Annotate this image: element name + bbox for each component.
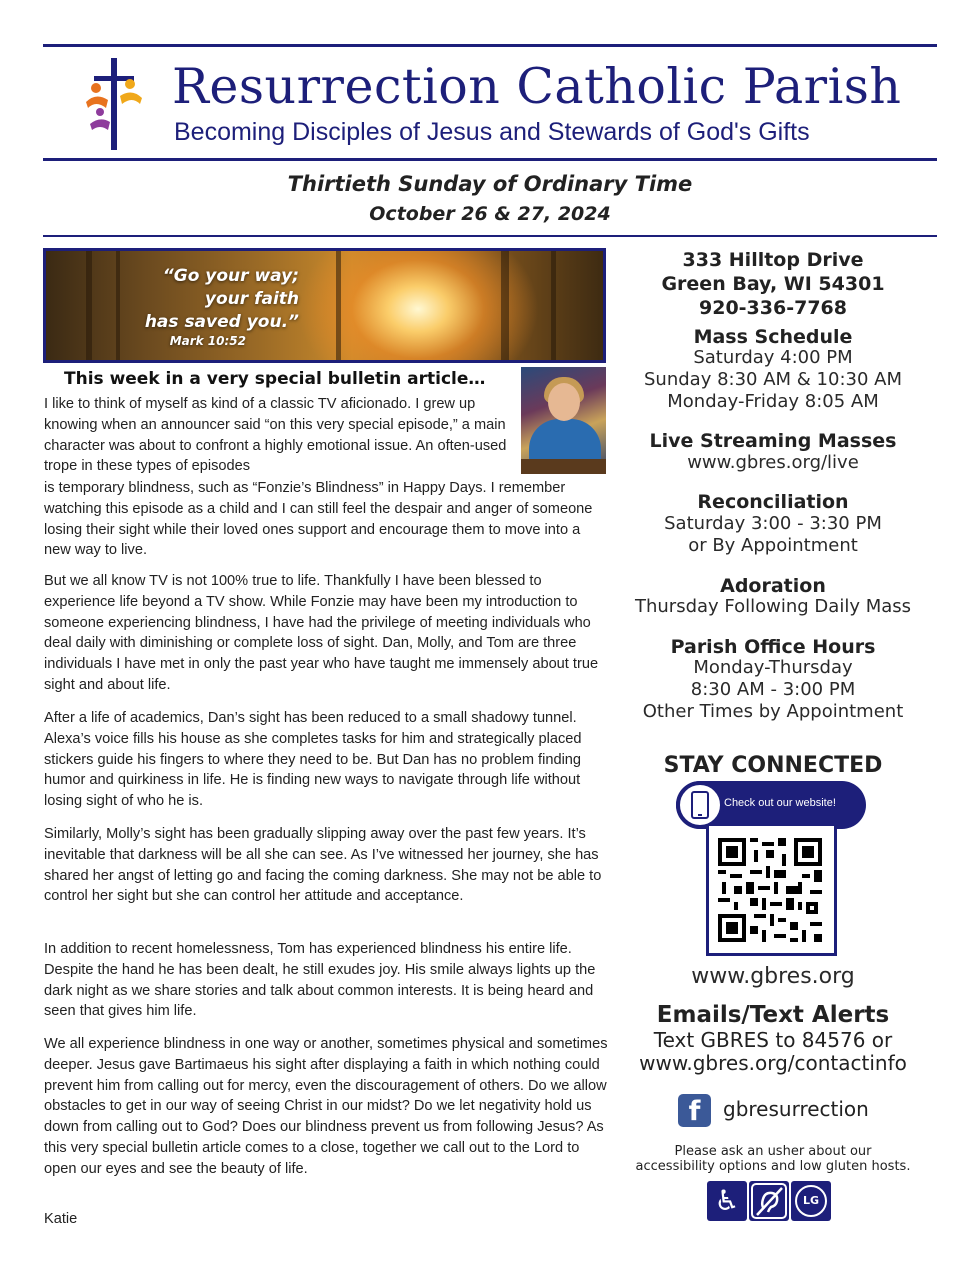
adoration-time: Thursday Following Daily Mass — [634, 596, 912, 617]
banner-quote-line: your faith — [204, 289, 299, 309]
office-hours-heading: Parish Office Hours — [670, 636, 876, 658]
ear-glyph — [749, 1181, 789, 1221]
phone-number[interactable]: 920-336-7768 — [699, 297, 847, 319]
header-top-rule — [43, 44, 937, 47]
mass-schedule-heading: Mass Schedule — [693, 326, 853, 348]
article-paragraph: Similarly, Molly’s sight has been gradually slipping away over the past few years. It’s inevitable that darkness will be all she can see. As I’ve witnessed her journey, she has shared her angst of letting go and facing the coming darkness. She may not be able to control her sight but she can control her attitude and acceptance. — [44, 826, 602, 905]
article-paragraph: After a life of academics, Dan’s sight has been reduced to a small shadowy tunnel. Alexa’s voice fills his house as she completes tasks for him and strategically placed stickers guide his fingers to where they need to be. But Dan has no problem finding humor and quirkiness in life. He is finding new ways to navigate through life without losing sight of who he is. — [44, 710, 582, 810]
mass-time: Monday-Friday 8:05 AM — [667, 391, 879, 412]
reconciliation-appointment: or By Appointment — [688, 535, 858, 556]
parish-tagline: Becoming Disciples of Jesus and Stewards of God's Gifts — [174, 118, 810, 146]
office-other: Other Times by Appointment — [642, 701, 904, 722]
author-photo — [521, 367, 606, 474]
live-streaming-link[interactable]: www.gbres.org/live — [687, 452, 859, 473]
parish-name: Resurrection Catholic Parish — [172, 58, 902, 115]
mass-time: Saturday 4:00 PM — [693, 347, 853, 368]
article-paragraph: In addition to recent homelessness, Tom has experienced blindness his entire life. Despite the hand he has been dealt, he still exudes joy. His smile always lights up the dark night as we share stories and talk about common interests. It is being heard and seen that gives him life. — [44, 941, 596, 1020]
banner-quote-line: “Go your way; — [162, 266, 299, 286]
office-days: Monday-Thursday — [693, 657, 853, 678]
stay-connected-heading: STAY CONNECTED — [663, 753, 883, 778]
article-paragraph: is temporary blindness, such as “Fonzie’s Blindness” in Happy Days. I remember watching this episode as a child and I can still feel the despair and anger of someone losing their sight while their loved ones support and encourage them to move into a new way to live. — [44, 480, 593, 559]
banner-citation: Mark 10:52 — [169, 334, 246, 348]
accessibility-note: Please ask an usher about our — [674, 1144, 872, 1159]
address-line: 333 Hilltop Drive — [682, 249, 864, 271]
article-paragraph: I like to think of myself as kind of a classic TV aficionado. I grew up knowing when an announcer said “on this very special episode,” a main character was about to confront a highly emotional issue. An often-used trope in these types of episodes — [44, 396, 507, 475]
live-streaming-heading: Live Streaming Masses — [649, 430, 897, 452]
sunday-title: Thirtieth Sunday of Ordinary Time — [287, 172, 693, 196]
website-pill-label: Check out our website! — [724, 797, 836, 809]
wheelchair-icon: ♿ — [707, 1181, 747, 1221]
mass-time: Sunday 8:30 AM & 10:30 AM — [644, 369, 902, 390]
article-paragraph: But we all know TV is not 100% true to life. Thankfully I have been blessed to experience life beyond a TV show. While Fonzie may have been my introduction to someone experiencing blindness, I have had the privilege of meeting individuals who deal daily with diminishing or complete loss of sight. Dan, Molly, and Tom are three individuals I have met in only the past year who have taught me immensely about true sight and about life. — [44, 573, 599, 693]
accessibility-note: accessibility options and low gluten hosts. — [635, 1159, 911, 1174]
facebook-handle[interactable]: gbresurrection — [723, 1097, 869, 1121]
reconciliation-time: Saturday 3:00 - 3:30 PM — [664, 513, 882, 534]
phone-icon — [691, 791, 709, 819]
article-heading: This week in a very special bulletin article… — [64, 369, 486, 389]
sunday-date: October 26 & 27, 2024 — [369, 203, 611, 225]
photo-head — [548, 383, 580, 421]
qr-code-icon[interactable] — [718, 838, 822, 942]
article-signoff: Katie — [44, 1211, 78, 1227]
address-line: Green Bay, WI 54301 — [661, 273, 885, 295]
office-time: 8:30 AM - 3:00 PM — [690, 679, 856, 700]
banner-tree — [86, 251, 92, 363]
low-gluten-icon — [791, 1181, 831, 1221]
website-link[interactable]: www.gbres.org — [691, 964, 855, 989]
adoration-heading: Adoration — [720, 575, 826, 597]
banner-quote — [94, 265, 299, 334]
emails-heading: Emails/Text Alerts — [656, 1002, 890, 1028]
facebook-icon[interactable]: f — [678, 1094, 711, 1127]
banner-tree — [336, 251, 341, 363]
photo-desk — [521, 459, 606, 474]
banner-tree — [551, 251, 556, 363]
article-paragraph: We all experience blindness in one way or another, sometimes physical and sometimes deeper. Jesus gave Bartimaeus his sight after displaying a faith in which nothing could prevent him from calling out for mercy, even the discouragement of others. Do we allow obstacles to get in our way of seeing Christ in our midst? Do we let negativity hold us down from calling out to God? Does our blindness prevent us from following Jesus? As this very special bulletin article comes to a close, together we call out to the Lord to open our eyes and see the beauty of life. — [44, 1036, 608, 1177]
hearing-loop-icon — [749, 1181, 789, 1221]
contact-info-link[interactable]: www.gbres.org/contactinfo — [639, 1051, 907, 1075]
banner-quote-line: has saved you.” — [144, 312, 299, 332]
title-rule — [43, 235, 937, 237]
reconciliation-heading: Reconciliation — [697, 491, 849, 513]
header-bottom-rule — [43, 158, 937, 161]
text-alerts: Text GBRES to 84576 or — [653, 1028, 893, 1052]
low-gluten-label: LG — [795, 1185, 827, 1217]
banner-tree — [501, 251, 509, 363]
scripture-banner — [43, 248, 606, 363]
cross-logo-icon — [84, 54, 144, 154]
